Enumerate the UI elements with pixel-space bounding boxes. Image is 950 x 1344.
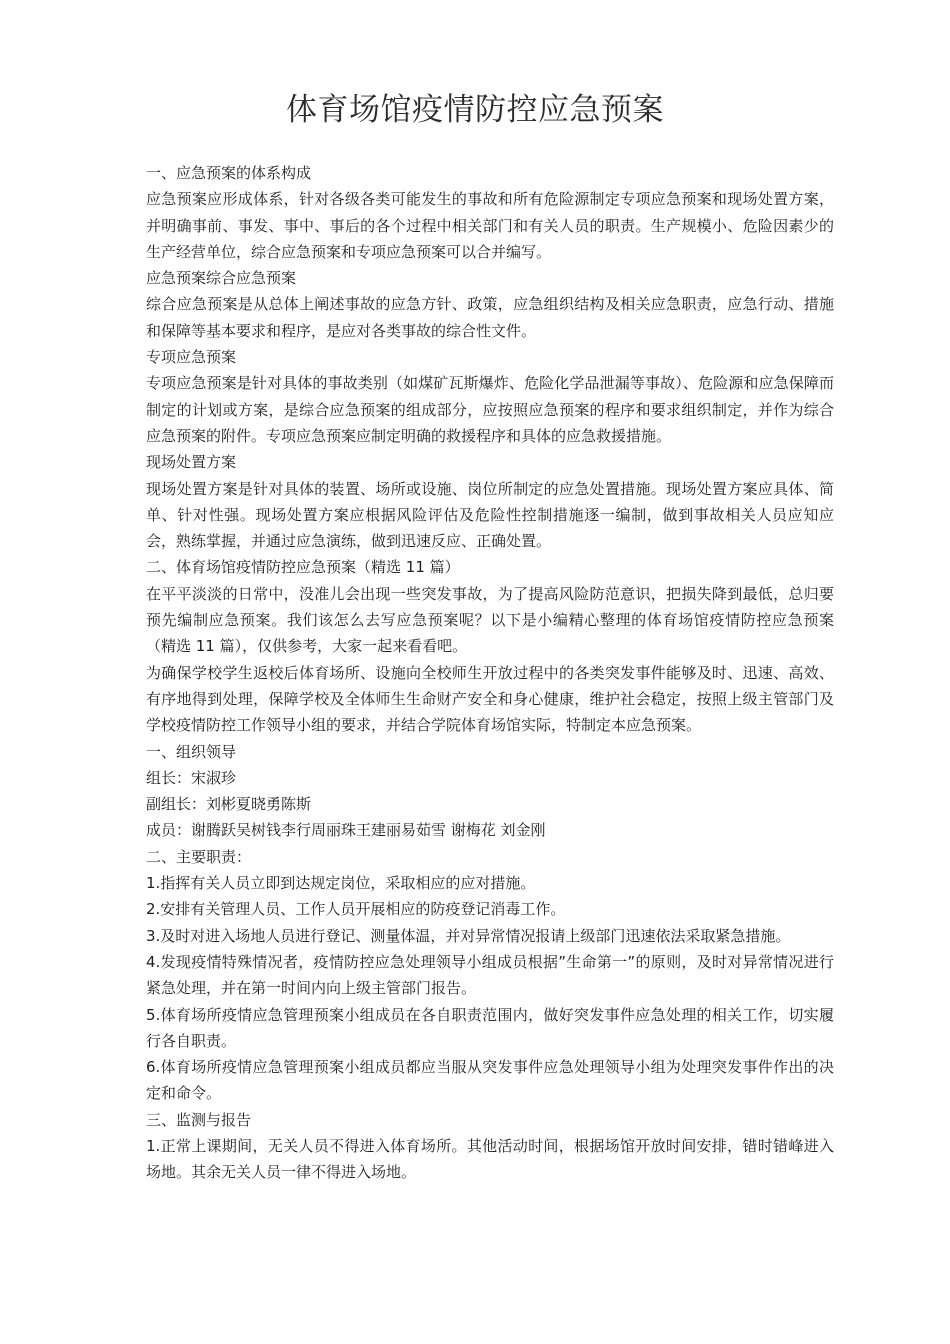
body-paragraph: 4.发现疫情特殊情况者，疫情防控应急处理领导小组成员根据”生命第一”的原则，及时对异常情况进行紧急处理，并在第一时间内向上级主管部门报告。 xyxy=(146,952,834,998)
body-paragraph: 2.安排有关管理人员、工作人员开展相应的防疫登记消毒工作。 xyxy=(146,900,566,919)
body-paragraph: 综合应急预案是从总体上阐述事故的应急方针、政策，应急组织结构及相关应急职责，应急行动、措施和保障等基本要求和程序，是应对各类事故的综合性文件。 xyxy=(146,295,834,340)
body-paragraph: 为确保学校学生返校后体育场所、设施向全校师生开放过程中的各类突发事件能够及时、迅速、高效、有序地得到处理，保障学校及全体师生生命财产安全和身心健康，维护社会稳定，按照上级主管部门及学校疫情防控工作领导小组的要求，并结合学院体育场馆实际，特制定本应急预案。 xyxy=(146,663,834,735)
body-paragraph: 组长：宋淑珍 xyxy=(146,768,237,787)
section-heading: 一、应急预案的体系构成 xyxy=(146,164,312,182)
section-heading: 二、体育场馆疫情防控应急预案（精选 11 篇） xyxy=(146,558,460,577)
body-paragraph: 在平平淡淡的日常中，没准儿会出现一些突发事故，为了提高风险防范意识，把损失降到最低，总归要预先编制应急预案。我们该怎么去写应急预案呢？以下是小编精心整理的体育场馆疫情防控应急预案（精选 11 篇），仅供参考，大家一起来看看吧。 xyxy=(146,584,834,656)
body-paragraph: 1.指挥有关人员立即到达规定岗位，采取相应的应对措施。 xyxy=(146,874,536,893)
body-paragraph: 副组长：刘彬夏晓勇陈斯 xyxy=(146,795,312,814)
document-title: 体育场馆疫情防控应急预案 xyxy=(286,92,664,128)
document-body xyxy=(116,160,834,1186)
section-heading: 一、组织领导 xyxy=(146,742,237,761)
section-heading: 二、主要职责： xyxy=(146,847,252,866)
body-paragraph: 1.正常上课期间，无关人员不得进入体育场所。其他活动时间，根据场馆开放时间安排，错时错峰进入场地。其余无关人员一律不得进入场地。 xyxy=(146,1136,834,1182)
section-heading: 三、监测与报告 xyxy=(146,1110,252,1129)
body-paragraph: 现场处置方案是针对具体的装置、场所或设施、岗位所制定的应急处置措施。现场处置方案应具体、简单、针对性强。现场处置方案应根据风险评估及危险性控制措施逐一编制，做到事故相关人员应知应会，熟练掌握，并通过应急演练，做到迅速反应、正确处置。 xyxy=(146,479,834,551)
body-paragraph: 6.体育场所疫情应急管理预案小组成员都应当服从突发事件应急处理领导小组为处理突发事件作出的决定和命令。 xyxy=(146,1058,834,1103)
body-paragraph: 应急预案应形成体系，针对各级各类可能发生的事故和所有危险源制定专项应急预案和现场处置方案，并明确事前、事发、事中、事后的各个过程中相关部门和有关人员的职责。生产规模小、危险因素少的生产经营单位，综合应急预案和专项应急预案可以合并编写。 xyxy=(146,190,834,261)
section-heading: 专项应急预案 xyxy=(146,348,237,367)
body-paragraph: 5.体育场所疫情应急管理预案小组成员在各自职责范围内，做好突发事件应急处理的相关工作，切实履行各自职责。 xyxy=(146,1005,834,1050)
section-heading: 现场处置方案 xyxy=(146,453,237,472)
body-paragraph: 专项应急预案是针对具体的事故类别（如煤矿瓦斯爆炸、危险化学品泄漏等事故）、危险源和应急保障而制定的计划或方案，是综合应急预案的组成部分，应按照应急预案的程序和要求组织制定，并作为综合应急预案的附件。专项应急预案应制定明确的救援程序和具体的应急救援措施。 xyxy=(146,374,834,445)
body-paragraph: 3.及时对进入场地人员进行登记、测量体温，并对异常情况报请上级部门迅速依法采取紧急措施。 xyxy=(146,926,791,945)
section-heading: 应急预案综合应急预案 xyxy=(146,269,297,288)
body-paragraph: 成员：谢腾跃吴树钱李行周丽珠王建丽易茹雪 谢梅花 刘金刚 xyxy=(146,821,546,840)
